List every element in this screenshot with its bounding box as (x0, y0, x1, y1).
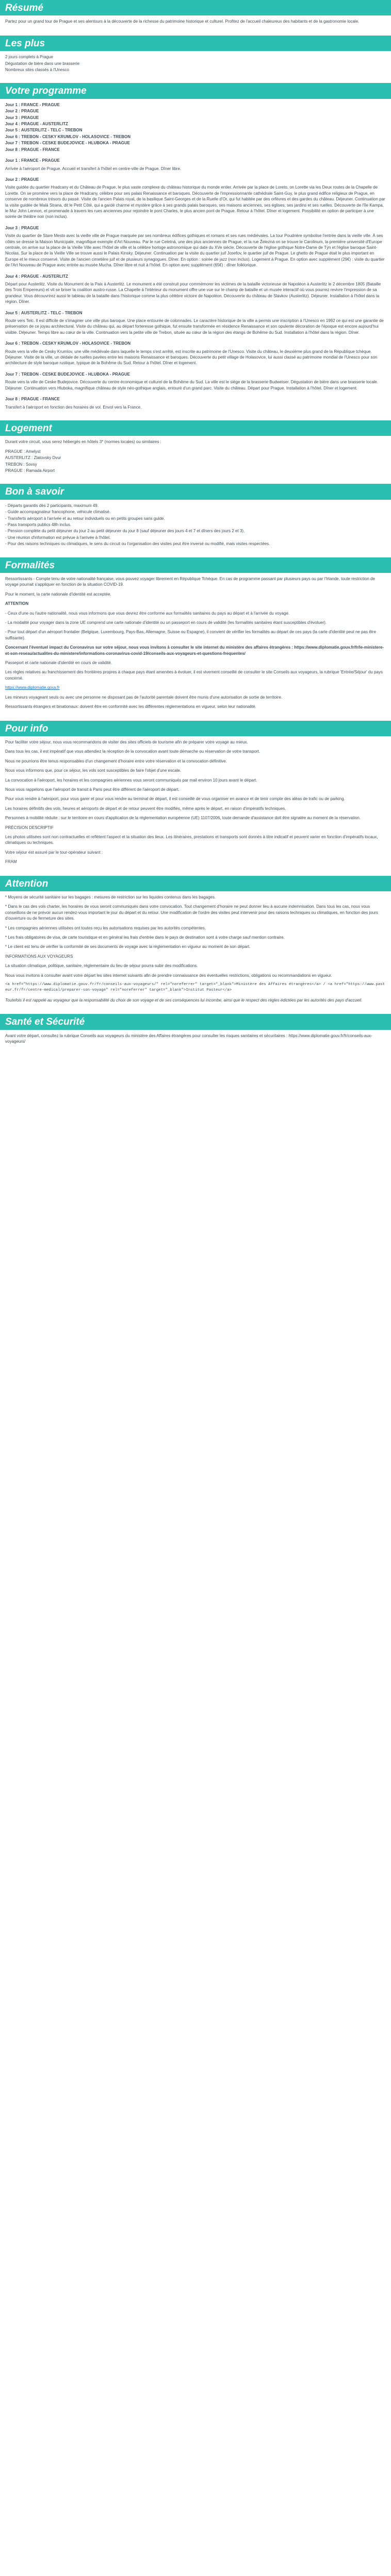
formalites-p8: Les mineurs voyageant seuls ou avec une personne ne disposant pas de l'autorité parentale doivent être munis d'une autorisation de sortie de territoire. (5, 694, 283, 700)
formalites-p1: Ressortissants - Compte tenu de votre nationalité française, vous pouvez voyager librement en République Tchèque. En cas de programme passant par plusieurs pays ou par l'Irlande, toute restriction de voyage pourrait s'appliquer en fonction de la situation COVID-19. (5, 577, 375, 587)
pour-info-p10: Les photos utilisées sont non contractuelles et reflètent l'aspect et la situation des lieux. Les itinéraires, prestations et transports sont donnés à titre indicatif et peuvent varier en fonction d'impératifs locaux, climatiques ou techniques. (5, 834, 378, 845)
list-item: - Pour des raisons techniques ou climatiques, le sens du circuit ou l'organisation des visites peut être inversé ou modifié, mais visites respectées. (5, 541, 270, 547)
list-item: Nombreux sites classés à l'Unesco (5, 67, 69, 73)
info-p1: La situation climatique, politique, sanitaire, réglementaire du lieu de séjour pourra subir des modifications. (5, 963, 198, 969)
hotel-list (5, 449, 386, 474)
programme-heading: Votre programme (0, 83, 391, 98)
attention-p2: * Dans le cas des vols charter, les horaires de vous seront communiqués dans votre convocation. Tout changement d'horaire ne peut donner lieu à aucune indemnisation. Dans tous les cas, nous vous conseillons de ne prévoir aucun rendez-vous important le jour du départ et du retour. Une modification de l'ordre des visites peut intervenir pour des raisons techniques ou climatiques, en fonction des jours d'ouverture ou de fermeture des sites. (5, 904, 378, 921)
day-3-text: Visite du quartier de Stare Mesto avec la vieille ville de Prague marquée par ses nombreux édifices gothiques et romans et ses rues médiévales. La tour Poudrière symbolise l'entrée dans la vieille ville. À ses côtés se dresse la Maison Municipale, magnifique exemple d'Art Nouveau. Par le rue Celetná, une des plus anciennes de Prague, et la rue Železná on se trouve le Carolinum, la première université d'Europe centrale, on arrive sur la place de la Vieille Ville avec l'hôtel de ville et la célèbre horloge astronomique qui date du XVe siècle. Découverte de l'église gothique Notre-Dame de Týn et l'église baroque Saint-Nicolas. Sur la place de la Vieille Ville se trouve aussi le Palais Kinsky. Déjeuner. Continuation par la visite du quartier juif Josefov, le quartier juif de Prague. Le ghetto de Prague était le plus important en Europe et le mieux conservé. Visite de l'ancien cimetière juif et de plusieurs synagogues. Dîner. En option : soirée de jazz (non inclus). Logement à Prague. En option avec supplément (29€) : visite du quartier de l'Art Nouveau de Prague avec entrée au musée Mucha. Dîner libre et nuit à l'hôtel. En option avec supplément (65€) : dîner folklorique. (5, 233, 385, 268)
resume-text: Partez pour un grand tour de Prague et ses alentours à la découverte de la richesse du patrimoine historique et culturel. Profitez de l'accueil chaleureux des habitants et de la gastronomie locale. (5, 19, 360, 24)
logement-intro: Durant votre circuit, vous serez hébergés en hôtels 3* (normes locales) ou similaires : (5, 439, 161, 445)
formalites-p9: Ressortissants étrangers et binationaux: doivent être en conformité avec les différentes réglementations en vigueur, selon leur nationalité. (5, 704, 256, 709)
attention-heading: Attention (0, 876, 391, 891)
sante-heading: Santé et Sécurité (0, 1014, 391, 1029)
hotel-item: PRAGUE : Ramada Airport (5, 468, 55, 473)
list-item: - Pension complète du petit déjeuner du jour 2 au petit déjeuner du jour 8 (sauf déjeuner des jours 4 et 7 et dîners des jours 2 et 3). (5, 529, 245, 534)
day-6-label: Jour 6 : TREBON - CESKY KRUMLOV - HOLASOVICE - TREBON (5, 341, 131, 346)
attention-p1: * Moyens de sécurité sanitaire sur les bagages : mesures de restriction sur les liquides contenus dans les bagages. (5, 895, 216, 900)
list-item: - Départs garantis dès 2 participants, maximum 49. (5, 503, 99, 508)
info-p3: Toutefois il est rappelé au voyageur que la responsabilité du choix de son voyage et de ses conséquences lui incombe, ainsi que le respect des règles édictées par les autorités des pays d'accueil. (5, 997, 363, 1003)
day-1-text: Arrivée à l'aéroport de Prague. Accueil et transfert à l'hôtel en centre-ville de Prague. Dîner libre. (5, 166, 182, 171)
pour-info-section (0, 721, 391, 876)
route-summary (5, 102, 386, 152)
coronavirus-notice: Concernant l'éventuel impact du Coronavirus sur votre séjour, nous vous invitons à consulter le site internet du ministère des affaires étrangères : https://www.diplomatie.gouv.fr/fr/le-ministere-et-son-reseau/actualites-du-ministere/informations-coronavirus-covid-19/conseils-aux-voyageurs-et-questions-frequentes/ (5, 645, 384, 656)
hotel-item: TREBON : Sovsy (5, 462, 37, 467)
pour-info-p3: Nous ne pourrions être tenus responsables d'un changement d'horaire entre votre réservation et la convocation définitive. (5, 758, 227, 764)
attention-label: ATTENTION (5, 601, 29, 606)
route-item: Jour 1 : FRANCE - PRAGUE (5, 102, 60, 107)
info-p2: Nous vous invitons à consulter avant votre départ les sites internet suivants afin de prendre connaissance des éventuelles restrictions, obligations ou recommandations en vigueur. (5, 973, 332, 978)
pour-info-p8: Les horaires définitifs des vols, heures et aéroports de départ et de retour peuvent être modifiés, même après le départ, en raison d'impératifs techniques. (5, 806, 286, 811)
day-3-label: Jour 3 : PRAGUE (5, 225, 39, 230)
day-8-label: Jour 8 : PRAGUE - FRANCE (5, 397, 60, 402)
formalites-p7: Les règles relatives au franchissement des frontières propres à chaque pays étant amenées à évoluer, il est vivement conseillé de consulter le site Conseils aux voyageurs, la rubrique 'Entrée/Séjour' du pays concerné. (5, 670, 383, 681)
day-7-text: Route vers la ville de Ceske Budejovice. Découverte du centre économique et culturel de la Bohême du Sud. La ville est le siège de la brasserie Budweiser. Dégustation de bière dans une brasserie locale. Déjeuner. Continuation vers Hluboka, magnifique château de style néo-gothique anglais, entouré d'un grand parc. Visite du château. Départ pour Prague. Installation à l'hôtel. Dîner et logement. (5, 380, 379, 391)
attention-section (0, 876, 391, 1014)
formalites-section (0, 557, 391, 721)
list-item: - Pass transports publics 48h inclus. (5, 522, 72, 527)
day-4-text: Départ pour Austerlitz. Visite du Monument de la Paix à Austerlitz. Le monument a été construit pour commémorer les victimes de la bataille victorieuse de Napoléon à Austerlitz le 2 décembre 1805 (Bataille des Trois Empereurs) et vit se briser la coalition austro-russe. La Chapelle à l'intérieur du monument offre une vue sur le champ de bataille et un musée interactif où vous pourrez revivre l'impression de sa grandeur. Vous découvrirez aussi le tableau de la bataille dans l'historique comme la plus célèbre victoire de Napoléon. Découverte du château de Slavkov (Austerlitz). Déjeuner. Installation à l'hôtel dans la région. Dîner. (5, 282, 381, 304)
list-item: Dégustation de bière dans une brasserie (5, 61, 80, 66)
route-item: Jour 2 : PRAGUE (5, 109, 39, 114)
formalites-p6: Passeport et carte nationale d'identité en cours de validité. (5, 660, 112, 666)
pour-info-p9: Personnes à mobilité réduite : sur le territoire en cours d'application de la réglementation européenne (UE) 1107/2006, toute demande d'assistance doit être signalée au moment de la réservation. (5, 816, 361, 821)
programme-section (0, 83, 391, 420)
pour-info-p7: Pour vous rendre à l'aéroport, pour vous garer et pour vous rendre au terminal de départ, il est conseillé de vous organiser en avance et de tenir compte des aléas de trafic ou de parking. (5, 796, 345, 802)
day-4-label: Jour 4 : PRAGUE - AUSTERLITZ (5, 274, 68, 279)
day-5-label: Jour 5 : AUSTERLITZ - TELC - TREBON (5, 310, 83, 315)
plus-list (5, 54, 386, 73)
list-item: 2 jours complets à Prague (5, 55, 53, 60)
sante-section (0, 1014, 391, 1055)
diplomatie-link[interactable]: https://www.diplomatie.gouv.fr (5, 685, 60, 690)
attention-p3: * Les compagnies aériennes utilisées ont toutes reçu les autorisations requises par les autorités compétentes. (5, 925, 206, 930)
info-label: INFORMATIONS AUX VOYAGEURS (5, 954, 73, 959)
pour-info-heading: Pour info (0, 721, 391, 736)
route-item: Jour 8 : PRAGUE - FRANCE (5, 147, 60, 152)
plus-heading: Les plus (0, 36, 391, 51)
pour-info-p11: Votre séjour est assuré par le tour-opérateur suivant : (5, 850, 103, 855)
plus-section (0, 36, 391, 83)
list-item: - Guide accompagnateur francophone, véhicule climatisé. (5, 510, 111, 515)
hotel-item: AUSTERLITZ : Zlatovsky Dvur (5, 455, 61, 461)
pour-info-p5: La convocation à l'aéroport, les horaires et les compagnies aériennes vous seront communiqués par mail environ 10 jours avant le départ. (5, 777, 257, 783)
route-item: Jour 6 : TREBON - CESKY KRUMLOV - HOLASOVICE - TREBON (5, 134, 131, 139)
pour-info-p1: Pour faciliter votre séjour, nous vous recommandons de visiter des sites officiels de tourisme afin de préparer votre voyage au mieux. (5, 739, 248, 744)
formalites-p5: - Pour tout départ d'un aéroport frontalier (Belgique, Luxembourg, Pays-Bas, Allemagne, Suisse ou Espagne), il convient de vérifier les formalités au départ de ces pays (la carte d'identité peut ne pas être suffisante). (5, 630, 377, 640)
operator-name: FRAM (5, 859, 17, 865)
hotel-item: PRAGUE : Amelyst (5, 449, 41, 454)
route-item: Jour 7 : TREBON - CESKE BUDEJOVICE - HLUBOKA - PRAGUE (5, 141, 130, 146)
attention-p5: * Le client est tenu de vérifier la conformité de ses documents de voyage avec la réglementation en vigueur au moment de son départ. (5, 944, 251, 950)
bon-savoir-list (5, 503, 386, 547)
code-line: <a href="https://www.diplomatie.gouv.fr/fr/conseils-aux-voyageurs/" rel="noreferrer" target="_blank">Ministère des Affaires étrangères</a> / <a href="https://www.pasteur.fr/fr/centre-medical/preparer-son-voyage" rel="noreferrer" target="_blank">Institut Pasteur</a> (5, 982, 385, 993)
pour-info-p6: Nous vous rappelons que l'aéroport de transit à Paris peut être différent de l'aéroport de départ. (5, 787, 180, 792)
formalites-p2: Pour le moment, la carte nationale d'identité est acceptée. (5, 591, 111, 597)
pour-info-p2: Dans tous les cas, il est impératif que vous attendiez la réception de la convocation avant toute démarche ou réservation de votre transport. (5, 749, 260, 754)
bon-savoir-heading: Bon à savoir (0, 484, 391, 499)
day-8-text: Transfert à l'aéroport en fonction des horaires de vol. Envol vers la France. (5, 404, 142, 410)
logement-heading: Logement (0, 420, 391, 436)
day-1-label: Jour 1 : FRANCE - PRAGUE (5, 158, 60, 163)
sante-text: Avant votre départ, consultez la rubrique Conseils aux voyageurs du ministère des Affaires étrangères pour consulter les risques sanitaires et sécuritaires : https://www.diplomatie.gouv.fr/fr/conseils-aux-voyageurs/ (5, 1033, 372, 1044)
day-5-text: Route vers Telc. Il est difficile de s'imaginer une ville plus baroque. Une place entourée de colonnades. Le caractère historique de la ville a permis une inscription à l'Unesco en 1992 ce qui est une garantie de préservation de ce joyau architectural. Visite du château qui, au départ forteresse gothique, fut ensuite transformée en résidence Renaissance et son opulente décoration de l'époque est encore aujourd'hui visible. Déjeuner. Temps libre au cœur de la ville. Continuation vers la petite ville de Trebon, située au cœur de la région des étangs de Bohême du Sud. Installation à l'hôtel dans la région. Dîner. (5, 318, 384, 335)
attention-p4: * Les frais obligatoires de visa, de carte touristique et en général les frais d'entrée dans le pays de destination sont à votre charge sauf mention contraire. (5, 935, 285, 940)
day-2-text: Visite guidée du quartier Hradcany et du Château de Prague, le plus vaste complexe du château historique du monde entier. Arrivée par la place de Loreto, on Lorette via les Deux routes de la Chapelle de Lorette. On se promène vers la place de Hradcany, célèbre pour ses palais Renaissance et baroques. Découverte de l'impressionnante cathédrale Saint-Guy, le plus grand édifice religieux de Prague, en conserve de nombreux trésors du passé. Visite de l'ancien Palais royal, de la basilique Saint-Georges et de la Ruelle d'Or, qui fut habitée par des orfèvres et des gardes du château. Déjeuner. Continuation par la visite guidée de Malá Strana, dit le Petit Côté, qui a gardé charme et mystère grâce à ses grands palais baroques, ses maisons anciennes, ses églises, ses jardins et ses ruelles. Découverte de l'île Kampa, le Mur John Lennon, et promenade à travers les rues anciennes pour rejoindre le pont Charles, le plus ancien pont de Prague. Retour à l'hôtel. Dîner et logement. Possibilité en option de participer à une soirée de théâtre noir (non inclus). (5, 185, 385, 219)
list-item: - Transferts aéroport à l'arrivée et au retour individuels ou en petits groupes sans guide. (5, 516, 165, 521)
precision-label: PRÉCISION DESCRIPTIF (5, 825, 54, 830)
formalites-heading: Formalités (0, 557, 391, 573)
formalites-p3: - Ceux d'une ou l'autre nationalité, nous vous informons que vous devrez être conforme aux formalités sanitaires du pays au départ et à l'arrivée du voyage. (5, 611, 290, 616)
bon-savoir-section (0, 484, 391, 557)
pour-info-p4: Nous vous informons que, pour ce séjour, les vols sont susceptibles de faire l'objet d'une escale. (5, 768, 182, 773)
route-item: Jour 4 : PRAGUE - AUSTERLITZ (5, 122, 68, 127)
route-item: Jour 5 : AUSTERLITZ - TELC - TREBON (5, 128, 83, 133)
formalites-p4: - La modalité pour voyager dans la zone UE comprend une carte nationale d'identité ou un passeport en cours de validité (les formalités sanitaires étant susceptibles d'évoluer). (5, 620, 327, 625)
day-6-text: Route vers la ville de Cesky Krumlov, une ville médiévale dans laquelle le temps s'est arrêté, est inscrite au patrimoine de l'Unesco. Visite du château, le deuxième plus grand de la République tchèque. Déjeuner. Visite de la ville, un dédale de ruelles pavées entre les maisons Renaissance et baroques. Découverte du petit village de Holasovice, lui aussi classé au patrimoine mondial de l'Unesco pour son architecture de style baroque rustique, typique de la Bohême du Sud. Retour à l'hôtel. Dîner et logement. (5, 349, 378, 366)
route-item: Jour 3 : PRAGUE (5, 115, 39, 120)
list-item: - Une réunion d'information est prévue à l'arrivée à l'hôtel. (5, 535, 111, 540)
day-7-label: Jour 7 : TREBON - CESKE BUDEJOVICE - HLUBOKA - PRAGUE (5, 371, 130, 377)
resume-heading: Résumé (0, 0, 391, 15)
logement-section (0, 420, 391, 484)
day-2-label: Jour 2 : PRAGUE (5, 177, 39, 182)
resume-section (0, 0, 391, 36)
